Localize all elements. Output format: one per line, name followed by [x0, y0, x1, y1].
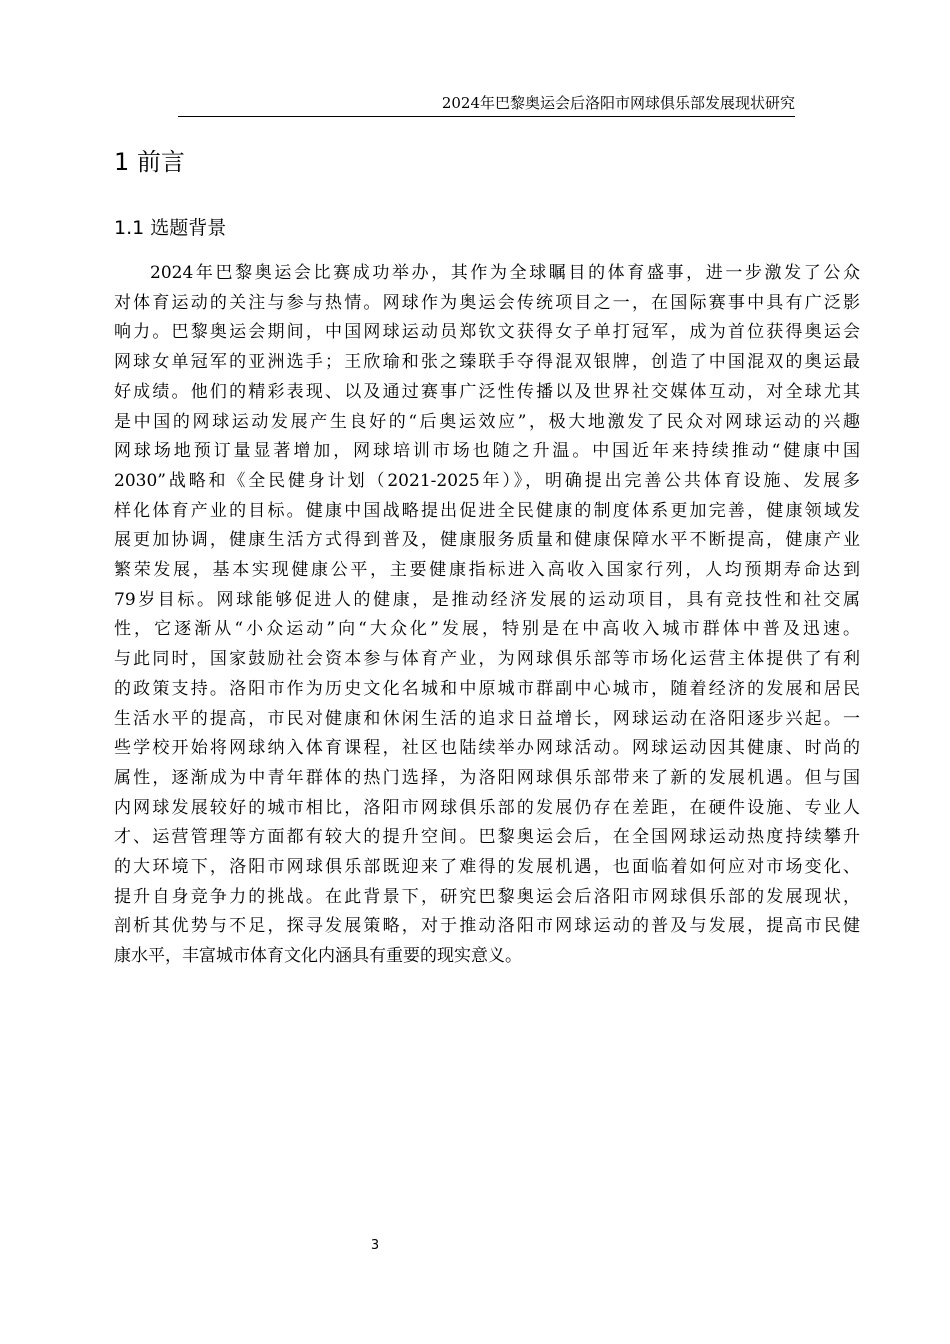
- paragraph-line: 网球场地预订量显著增加，网球培训市场也随之升温。中国近年来持续推动“健康中国: [114, 441, 860, 462]
- paragraph-line: 2024年巴黎奥运会比赛成功举办，其作为全球瞩目的体育盛事，进一步激发了公众: [150, 263, 860, 283]
- paragraph-line: 样化体育产业的目标。健康中国战略提出促进全民健康的制度体系更加完善，健康领域发: [114, 500, 860, 521]
- paragraph-line: 网球女单冠军的亚洲选手；王欣瑜和张之臻联手夺得混双银牌，创造了中国混双的奥运最: [114, 352, 860, 373]
- paragraph-line: 提升自身竞争力的挑战。在此背景下，研究巴黎奥运会后洛阳市网球俱乐部的发展现状，: [114, 886, 860, 907]
- paragraph-line: 的政策支持。洛阳市作为历史文化名城和中原城市群副中心城市，随着经济的发展和居民: [114, 678, 860, 699]
- section-title: 1.1 选题背景: [114, 217, 227, 239]
- paragraph-line: 些学校开始将网球纳入体育课程，社区也陆续举办网球活动。网球运动因其健康、时尚的: [114, 738, 860, 759]
- running-header: 2024年巴黎奥运会后洛阳市网球俱乐部发展现状研究: [178, 92, 795, 117]
- paragraph-line: 好成绩。他们的精彩表现、以及通过赛事广泛性传播以及世界社交媒体互动，对全球尤其: [114, 381, 860, 402]
- paragraph-line: 响力。巴黎奥运会期间，中国网球运动员郑钦文获得女子单打冠军，成为首位获得奥运会: [114, 322, 860, 343]
- paragraph-line: 展更加协调，健康生活方式得到普及，健康服务质量和健康保障水平不断提高，健康产业: [114, 530, 860, 551]
- chapter-title: 1 前言: [114, 148, 185, 176]
- paragraph-line: 是中国的网球运动发展产生良好的“后奥运效应”，极大地激发了民众对网球运动的兴趣: [114, 411, 860, 432]
- paragraph-line: 康水平，丰富城市体育文化内涵具有重要的现实意义。: [114, 946, 522, 967]
- paragraph-line: 才、运营管理等方面都有较大的提升空间。巴黎奥运会后，在全国网球运动热度持续攀升: [114, 827, 860, 848]
- paragraph-line: 生活水平的提高，市民对健康和休闲生活的追求日益增长，网球运动在洛阳逐步兴起。一: [114, 708, 860, 729]
- page-number: 3: [370, 1238, 380, 1253]
- paragraph-line: 与此同时，国家鼓励社会资本参与体育产业，为网球俱乐部等市场化运营主体提供了有利: [114, 649, 860, 670]
- paragraph-line: 对体育运动的关注与参与热情。网球作为奥运会传统项目之一，在国际赛事中具有广泛影: [114, 292, 860, 313]
- paragraph-line: 的大环境下，洛阳市网球俱乐部既迎来了难得的发展机遇，也面临着如何应对市场变化、: [114, 857, 860, 878]
- paragraph-line: 属性，逐渐成为中青年群体的热门选择，为洛阳网球俱乐部带来了新的发展机遇。但与国: [114, 767, 860, 788]
- paragraph-line: 79岁目标。网球能够促进人的健康，是推动经济发展的运动项目，具有竞技性和社交属: [114, 589, 860, 610]
- paragraph-line: 性，它逐渐从“小众运动”向“大众化”发展，特别是在中高收入城市群体中普及迅速。: [114, 619, 860, 640]
- paragraph-line: 内网球发展较好的城市相比，洛阳市网球俱乐部的发展仍存在差距，在硬件设施、专业人: [114, 797, 860, 818]
- paragraph-line: 2030”战略和《全民健身计划（2021-2025年）》，明确提出完善公共体育设施、发展多: [114, 470, 860, 491]
- paragraph-line: 繁荣发展，基本实现健康公平，主要健康指标进入高收入国家行列，人均预期寿命达到: [114, 560, 860, 581]
- paragraph-line: 剖析其优势与不足，探寻发展策略，对于推动洛阳市网球运动的普及与发展，提高市民健: [114, 916, 860, 937]
- body-paragraph: [114, 259, 860, 972]
